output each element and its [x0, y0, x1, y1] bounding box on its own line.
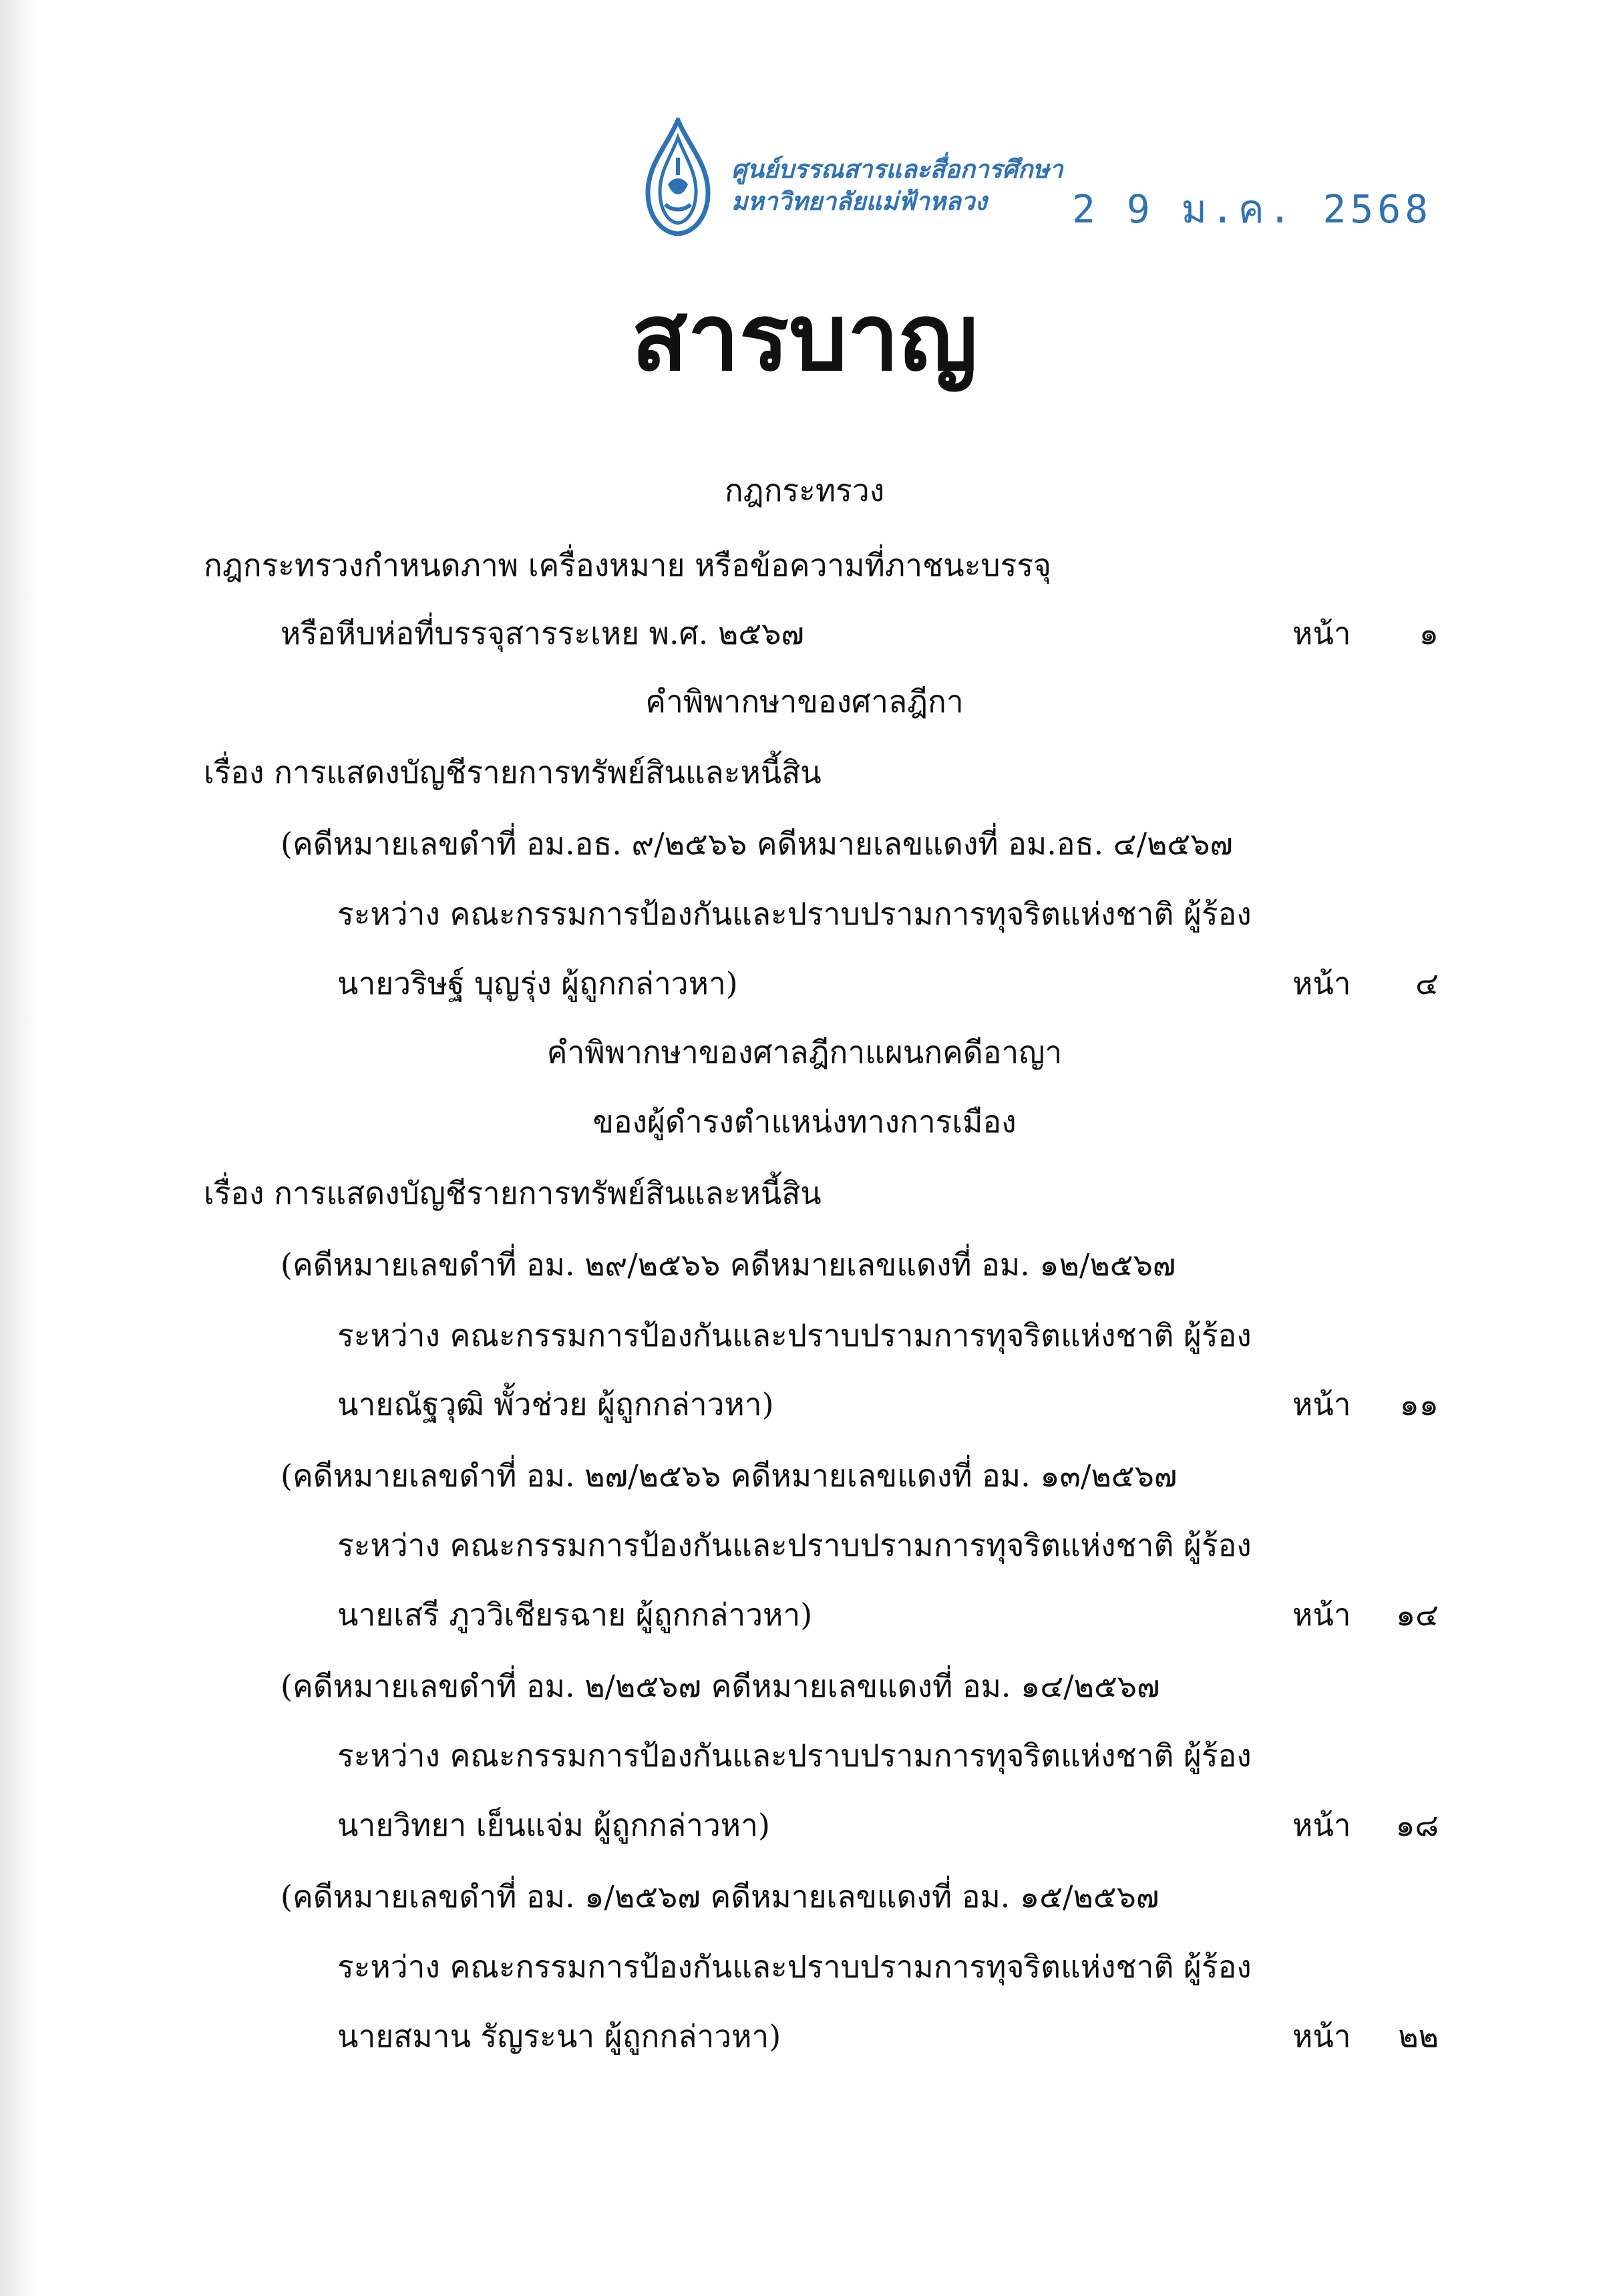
toc-entry-line: ระหว่าง คณะกรรมการป้องกันและปราบปรามการทุจริตแห่งชาติ ผู้ร้อง — [337, 1949, 1252, 1985]
stamp-line-1: ศูนย์บรรณสารและสื่อการศึกษา — [731, 155, 1063, 184]
toc-entry-line: นายสมาน รัญระนา ผู้ถูกกล่าวหา) — [337, 2018, 781, 2054]
toc-entry-line: (คดีหมายเลขดำที่ อม.อธ. ๙/๒๕๖๖ คดีหมายเลขแดงที่ อม.อธ. ๔/๒๕๖๗ — [281, 826, 1233, 862]
page-label: หน้า — [1292, 965, 1351, 1001]
stamp-line-2: มหาวิทยาลัยแม่ฟ้าหลวง — [731, 187, 987, 216]
stamp-date: 2 9 ม.ค. 2568 — [1072, 186, 1433, 232]
page-label: หน้า — [1292, 2018, 1351, 2054]
toc-entry-line: นายวิทยา เย็นแจ่ม ผู้ถูกกล่าวหา) — [337, 1807, 770, 1843]
toc-entry-line: นายวริษฐ์ บุญรุ่ง ผู้ถูกกล่าวหา) — [337, 965, 738, 1001]
page-number: ๒๒ — [1398, 2018, 1439, 2054]
page-label: หน้า — [1292, 615, 1351, 651]
toc-subject: เรื่อง การแสดงบัญชีรายการทรัพย์สินและหนี้สิน — [204, 754, 822, 790]
toc-entry-line: (คดีหมายเลขดำที่ อม. ๒๙/๒๕๖๖ คดีหมายเลขแดงที่ อม. ๑๒/๒๕๖๗ — [281, 1247, 1176, 1283]
toc-entry-line: ระหว่าง คณะกรรมการป้องกันและปราบปรามการทุจริตแห่งชาติ ผู้ร้อง — [337, 896, 1252, 932]
page-label: หน้า — [1292, 1386, 1351, 1422]
page-number: ๑๑ — [1399, 1386, 1439, 1422]
page-number: ๔ — [1415, 965, 1439, 1001]
toc-entry-line: นายณัฐวุฒิ พั้วช่วย ผู้ถูกกล่าวหา) — [337, 1386, 774, 1422]
page-number: ๑ — [1419, 615, 1439, 651]
toc-entry-line: (คดีหมายเลขดำที่ อม. ๒/๒๕๖๗ คดีหมายเลขแดงที่ อม. ๑๔/๒๕๖๗ — [281, 1668, 1160, 1704]
toc-entry-line: กฎกระทรวงกำหนดภาพ เครื่องหมาย หรือข้อความที่ภาชนะบรรจุ — [204, 547, 1051, 583]
page-label: หน้า — [1292, 1597, 1351, 1633]
section-heading-supreme-court: คำพิพากษาของศาลฎีกา — [645, 683, 964, 719]
university-logo-icon — [641, 118, 715, 236]
page-title: สารบาญ — [631, 283, 978, 391]
section-heading-political-office: ของผู้ดำรงตำแหน่งทางการเมือง — [592, 1104, 1017, 1140]
toc-entry-line: (คดีหมายเลขดำที่ อม. ๑/๒๕๖๗ คดีหมายเลขแดงที่ อม. ๑๕/๒๕๖๗ — [281, 1878, 1159, 1915]
toc-entry-line: ระหว่าง คณะกรรมการป้องกันและปราบปรามการทุจริตแห่งชาติ ผู้ร้อง — [337, 1738, 1252, 1774]
page-label: หน้า — [1292, 1807, 1351, 1843]
toc-entry-line: (คดีหมายเลขดำที่ อม. ๒๗/๒๕๖๖ คดีหมายเลขแดงที่ อม. ๑๓/๒๕๖๗ — [281, 1458, 1178, 1494]
toc-entry-line: นายเสรี ภูววิเชียรฉาย ผู้ถูกกล่าวหา) — [337, 1597, 813, 1633]
page-number: ๑๔ — [1395, 1597, 1439, 1633]
toc-subject: เรื่อง การแสดงบัญชีรายการทรัพย์สินและหนี้สิน — [204, 1175, 822, 1211]
toc-entry-line: ระหว่าง คณะกรรมการป้องกันและปราบปรามการทุจริตแห่งชาติ ผู้ร้อง — [337, 1527, 1252, 1563]
toc-entry-line: หรือหีบห่อที่บรรจุสารระเหย พ.ศ. ๒๕๖๗ — [281, 615, 804, 651]
page-number: ๑๘ — [1395, 1807, 1439, 1843]
section-heading-criminal-division: คำพิพากษาของศาลฎีกาแผนกคดีอาญา — [546, 1034, 1063, 1070]
toc-entry-line: ระหว่าง คณะกรรมการป้องกันและปราบปรามการทุจริตแห่งชาติ ผู้ร้อง — [337, 1317, 1252, 1353]
section-heading-ministerial-regulation: กฎกระทรวง — [724, 472, 885, 508]
library-receipt-stamp — [641, 112, 1433, 239]
